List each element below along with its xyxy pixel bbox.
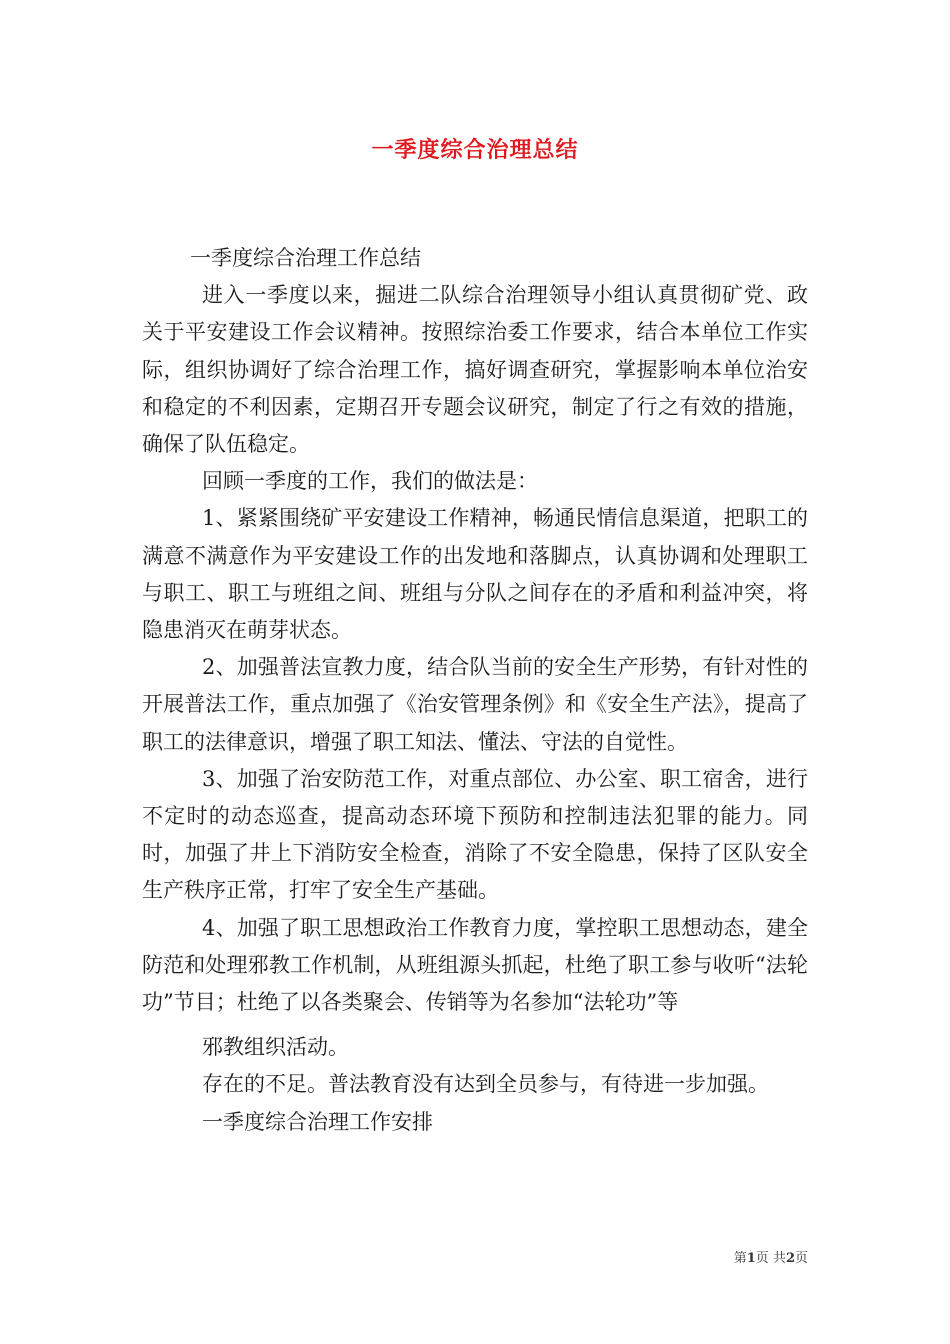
page-number-footer [734, 1247, 808, 1266]
footer-prefix: 第 [733, 1251, 747, 1266]
paragraph-item-2: 2、加强普法宣教力度，结合队当前的安全生产形势，有针对性的开展普法工作，重点加强了《治安管理条例》和《安全生产法》，提高了职工的法律意识，增强了职工知法、懂法、守法的自觉性。 [142, 655, 808, 754]
paragraph-plan-heading: 一季度综合治理工作安排 [202, 1109, 433, 1134]
paragraph-review: 回顾一季度的工作，我们的做法是： [202, 469, 538, 494]
footer-middle: 页 共 [755, 1251, 786, 1266]
footer-current-page: 1 [746, 1251, 756, 1266]
paragraph-item-3: 3、加强了治安防范工作，对重点部位、办公室、职工宿舍，进行不定时的动态巡查，提高动态环境下预防和控制违法犯罪的能力。同时，加强了井上下消防安全检查，消除了不安全隐患，保持了区队安全生产秩序正常，打牢了安全生产基础。 [142, 766, 808, 903]
paragraph-intro: 进入一季度以来，掘进二队综合治理领导小组认真贯彻矿党、政关于平安建设工作会议精神。按照综治委工作要求，结合本单位工作实际，组织协调好了综合治理工作，搞好调查研究，掌握影响本单位治安和稳定的不利因素，定期召开专题会议研究，制定了行之有效的措施，确保了队伍稳定。 [142, 283, 808, 457]
document-body [142, 240, 808, 1141]
section-heading: 一季度综合治理工作总结 [190, 246, 421, 270]
paragraph-shortcoming: 存在的不足。普法教育没有达到全员参与，有待进一步加强。 [202, 1072, 769, 1097]
document-title: 一季度综合治理总结 [371, 138, 579, 163]
footer-total-pages: 2 [785, 1251, 795, 1266]
paragraph-continuation: 邪教组织活动。 [202, 1035, 349, 1060]
paragraph-item-4: 4、加强了职工思想政治工作教育力度，掌控职工思想动态，建全防范和处理邪教工作机制，从班组源头抓起，杜绝了职工参与收听“法轮功”节目；杜绝了以各类聚会、传销等为名参加“法轮功”等 [142, 915, 808, 1015]
footer-suffix: 页 [794, 1251, 808, 1266]
paragraph-item-1: 1、紧紧围绕矿平安建设工作精神，畅通民情信息渠道，把职工的满意不满意作为平安建设工作的出发地和落脚点，认真协调和处理职工与职工、职工与班组之间、班组与分队之间存在的矛盾和利益冲突，将隐患消灭在萌芽状态。 [142, 506, 808, 643]
